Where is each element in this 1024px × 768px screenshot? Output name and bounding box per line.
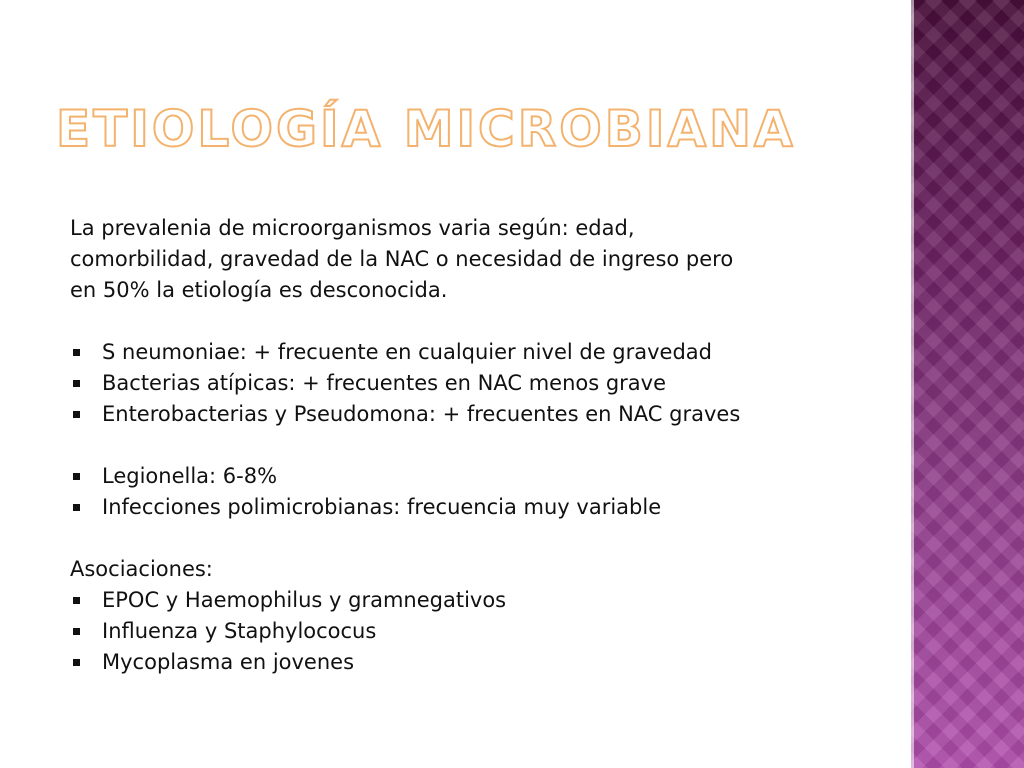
bullet-text: Bacterias atípicas: + frecuentes en NAC menos grave	[102, 371, 667, 395]
intro-line: La prevalenia de microorganismos varia según: edad,	[70, 216, 635, 240]
associations-heading: Asociaciones:	[70, 557, 213, 581]
square-bullet-icon	[73, 597, 80, 604]
spacer	[70, 306, 810, 337]
square-bullet-icon	[73, 349, 80, 356]
square-bullet-icon	[73, 659, 80, 666]
bullet-text: S neumoniae: + frecuente en cualquier nivel de gravedad	[102, 340, 713, 364]
slide-body	[70, 213, 810, 678]
bullet-item	[70, 492, 810, 523]
bullet-text: Mycoplasma en jovenes	[102, 650, 355, 674]
bullet-item	[70, 399, 810, 430]
bullet-item	[70, 585, 810, 616]
square-bullet-icon	[73, 411, 80, 418]
bullet-text: Enterobacterias y Pseudomona: + frecuentes en NAC graves	[102, 402, 741, 426]
square-bullet-icon	[73, 628, 80, 635]
square-bullet-icon	[73, 473, 80, 480]
square-bullet-icon	[73, 380, 80, 387]
bullet-item	[70, 616, 810, 647]
bullet-item	[70, 647, 810, 678]
spacer	[70, 523, 810, 554]
bullet-text: Infecciones polimicrobianas: frecuencia muy variable	[102, 495, 662, 519]
square-bullet-icon	[73, 504, 80, 511]
intro-line: en 50% la etiología es desconocida.	[70, 278, 448, 302]
bullet-text: Influenza y Staphylococus	[102, 619, 377, 643]
spacer	[70, 430, 810, 461]
bullet-item	[70, 368, 810, 399]
intro-line: comorbilidad, gravedad de la NAC o necesidad de ingreso pero	[70, 247, 734, 271]
decorative-side-band	[911, 0, 1024, 768]
slide-title: ETIOLOGÍA MICROBIANA	[56, 100, 796, 158]
bullet-text: Legionella: 6-8%	[102, 464, 278, 488]
bullet-item	[70, 337, 810, 368]
bullet-text: EPOC y Haemophilus y gramnegativos	[102, 588, 507, 612]
bullet-item	[70, 461, 810, 492]
